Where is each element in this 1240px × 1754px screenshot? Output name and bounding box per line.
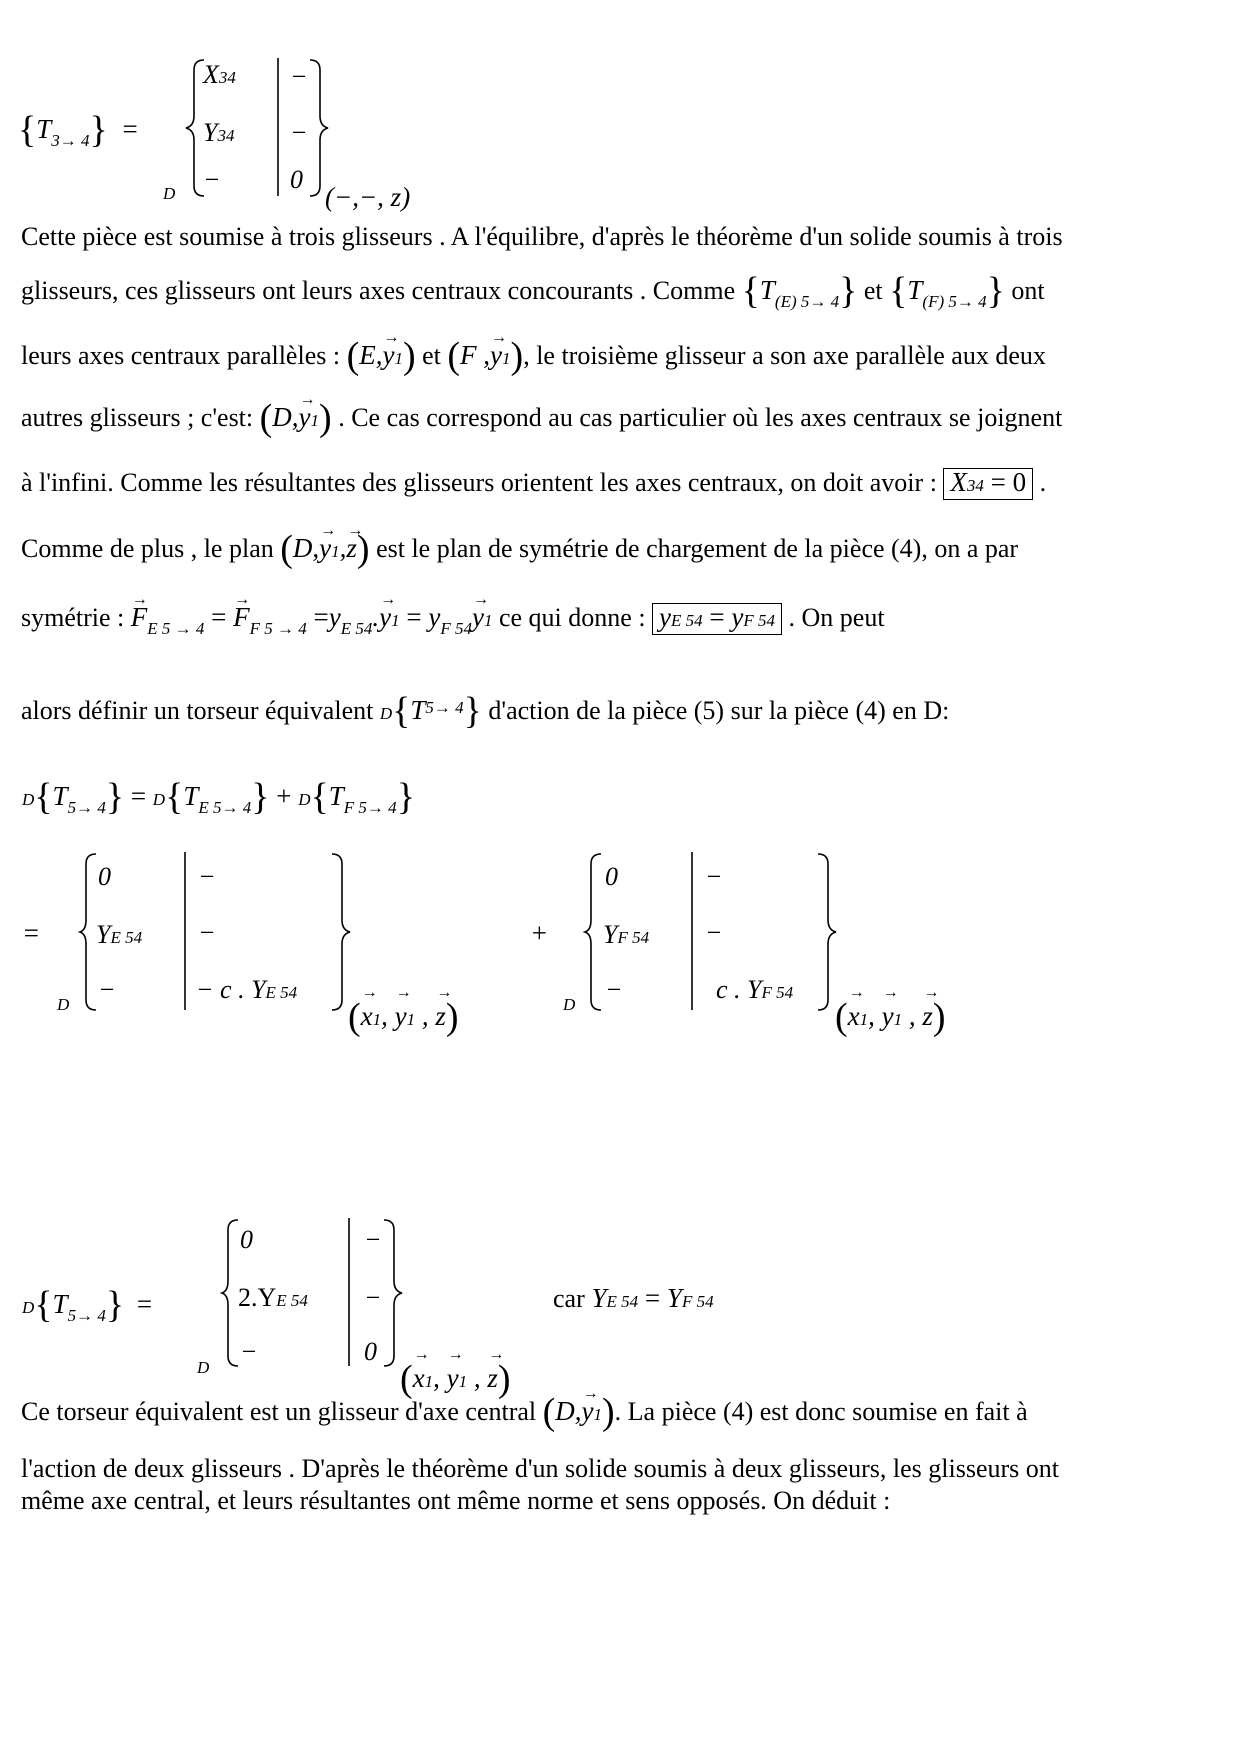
eq2-plus: + [530, 918, 549, 948]
para1-line4: autres glisseurs ; c'est: (D,y →1) . Ce cas correspond au cas particulier où les axes centraux se joignent [21, 402, 1062, 436]
eq3-r3-right: 0 [364, 1337, 377, 1366]
eq2-top-line: $D\{T_{5\to 4}\} = D\{T_{E 5\to 4}\} + D\{T_{F 5\to 4}\}$ [22, 776, 415, 818]
eq2-m2-separator [690, 852, 694, 1012]
eq2-m2-point: D [563, 995, 576, 1014]
para2-line2: l'action de deux glisseurs . D'après le théorème d'un solide soumis à deux glisseurs, les glisseurs ont [21, 1454, 1059, 1483]
eq3-r3-left: − [240, 1337, 258, 1366]
para1-line5: à l'infini. Comme les résultantes des glisseurs orientent les axes centraux, on doit avoir : X34 = 0 . [21, 468, 1046, 500]
eq3-basis: (x →1, y →1 , z →) [400, 1357, 511, 1401]
para1-line7: symétrie : $F \to_{E 5 \to 4} = F \to_{F 5 \to 4} =y_{E 54}.y \to 1 = y_{F 54}y \to 1$ ce qui donne : yE 54 = yF 54 . On peut [21, 602, 885, 644]
eq1-row1-left: X34 [203, 60, 236, 89]
eq2-m1-r3-left: − [98, 975, 116, 1004]
eq1-separator [276, 58, 280, 198]
eq2-m1-r2-left: YE 54 [96, 920, 143, 949]
eq1-basis: (−,−, z) [325, 182, 411, 212]
eq2-m1-r2-right: − [198, 918, 216, 947]
eq1-row1-right: − [290, 62, 308, 91]
para1-line1: Cette pièce est soumise à trois glisseurs . A l'équilibre, d'après le théorème d'un solide soumis à trois [21, 222, 1063, 251]
eq2-m1-r3-right: − c . YE 54 [196, 975, 298, 1004]
eq2-m2-r1-left: 0 [605, 862, 618, 891]
eq2-m2-r2-right: − [705, 918, 723, 947]
eq1-row2-left: Y34 [203, 118, 235, 147]
eq2-m2-r3-right: c . YF 54 [716, 975, 794, 1004]
eq2-m1-right-brace [332, 852, 362, 1012]
para2-line1: Ce torseur équivalent est un glisseur d'axe central (D,y →1). La pièce (4) est donc soumise en fait à [21, 1396, 1028, 1430]
para2-line3: même axe central, et leurs résultantes ont même norme et sens opposés. On déduit : [21, 1486, 891, 1515]
eq1-right-brace [310, 58, 340, 198]
eq2-m2-r2-left: YF 54 [603, 920, 650, 949]
eq1-row3-right: 0 [290, 165, 303, 194]
eq3-lhs: $D\{T_{5\to 4}\}$ = [22, 1284, 153, 1326]
eq3-car-relation: car YE 54 = YF 54 [553, 1283, 714, 1313]
eq1-row2-right: − [290, 118, 308, 147]
eq1-lhs: $\{T_{3\to 4}\}$ = [18, 109, 138, 151]
eq3-r2-left: 2.YE 54 [238, 1283, 308, 1312]
eq2-m1-r1-left: 0 [98, 862, 111, 891]
eq2-m1-separator [183, 852, 187, 1012]
eq1-row3-left: − [203, 165, 221, 194]
boxed-result-x34: X34 = 0 [943, 468, 1033, 500]
eq3-r1-left: 0 [240, 1225, 253, 1254]
eq2-m1-basis: (x →1, y →1 , z →) [348, 995, 459, 1039]
para1-line3: leurs axes centraux parallèles : (E,y →1) et (F ,y →1), le troisième glisseur a son axe parallèle aux deux [21, 340, 1046, 374]
eq2-m2-r3-left: − [605, 975, 623, 1004]
eq2-m2-right-brace [818, 852, 848, 1012]
para1-line6: Comme de plus , le plan (D,y →1,z →) est le plan de symétrie de chargement de la pièce (4), on a par [21, 533, 1018, 567]
eq2-m2-basis: (x →1, y →1 , z →) [835, 995, 946, 1039]
eq3-right-brace [384, 1218, 414, 1368]
eq2-m2-r1-right: − [705, 862, 723, 891]
eq1-point: D [163, 184, 176, 203]
eq3-point: D [197, 1358, 210, 1377]
eq2-m1-r1-right: − [198, 862, 216, 891]
eq2-m1-point: D [57, 995, 70, 1014]
eq2-equals: = [22, 918, 41, 948]
boxed-result-yE54-yF54: yE 54 = yF 54 [652, 603, 782, 635]
para1-line8: alors définir un torseur équivalent $D\{T^{5\to 4}\}$ d'action de la pièce (5) sur la pièce (4) en D: [21, 690, 950, 732]
para1-line2: glisseurs, ces glisseurs ont leurs axes centraux concourants . Comme $\{T_{(E) 5\to 4}\}$ et $\{T_{(F) 5\to 4}\}$ ont [21, 270, 1045, 312]
eq3-r2-right: − [364, 1283, 382, 1312]
eq3-separator [347, 1218, 351, 1368]
eq3-r1-right: − [364, 1225, 382, 1254]
